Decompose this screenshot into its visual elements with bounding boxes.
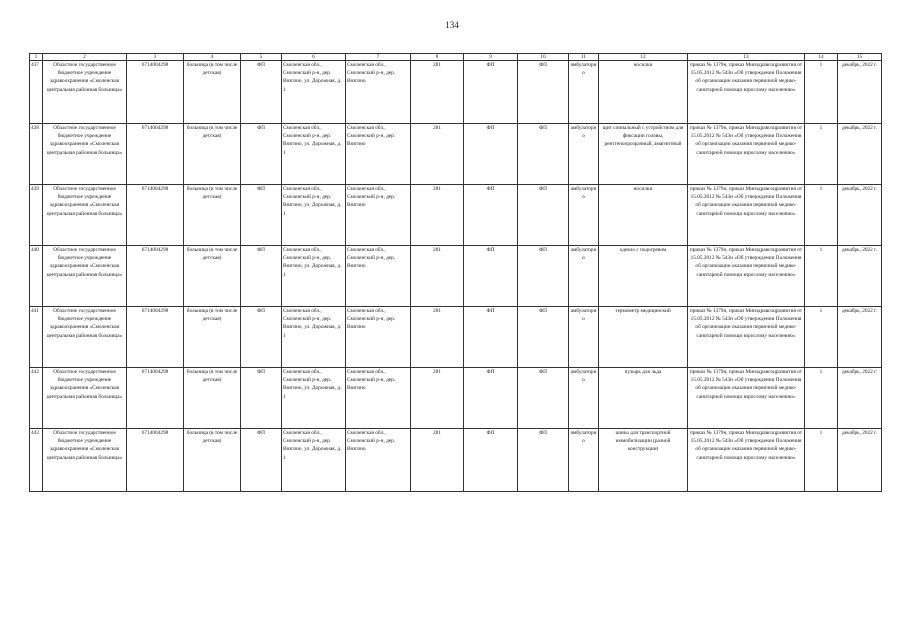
facility-type: больница (в том числе детская) [184,246,241,307]
row-number: 440 [30,246,43,307]
table-row [30,429,882,492]
column-header: 4 [184,54,241,61]
organization-name: Областное государственное бюджетное учреждение здравоохранения «Смоленская центральная районная больница» [43,185,127,246]
unit-type: ФП [241,429,282,492]
inn-code: 6714004298 [127,61,184,124]
facility-type: больница (в том числе детская) [184,368,241,429]
unit-type-2: ФП [464,429,518,492]
row-number: 437 [30,61,43,124]
inn-code: 6714004298 [127,185,184,246]
column-header: 15 [838,54,882,61]
unit-type: ФП [241,368,282,429]
row-number: 443 [30,429,43,492]
quantity: 1 [805,61,838,124]
care-form: амбулаторно [569,368,599,429]
equipment-name: носилки [599,185,688,246]
care-form: амбулаторно [569,124,599,185]
regulation-order: приказ № 1379н, приказ Минздравсоцразвития от 15.05.2012 № 543н «Об утверждении Положения об организации оказания первичной медико-санитарной помощи взрослому населению» [688,246,805,307]
organization-name: Областное государственное бюджетное учреждение здравоохранения «Смоленская центральная районная больница» [43,307,127,368]
delivery-date: декабрь, 2022 г. [838,124,882,185]
unit-type-2: ФП [464,124,518,185]
code-cell: 281 [411,246,464,307]
facility-type: больница (в том числе детская) [184,307,241,368]
unit-type-2: ФП [464,368,518,429]
quantity: 1 [805,124,838,185]
organization-name: Областное государственное бюджетное учреждение здравоохранения «Смоленская центральная районная больница» [43,368,127,429]
delivery-date: декабрь, 2022 г. [838,185,882,246]
row-number: 439 [30,185,43,246]
quantity: 1 [805,185,838,246]
facility-type: больница (в том числе детская) [184,124,241,185]
column-header: 9 [464,54,518,61]
unit-type-3: ФП [518,246,569,307]
column-header: 6 [282,54,346,61]
column-header: 13 [688,54,805,61]
care-form: амбулаторно [569,246,599,307]
code-cell: 281 [411,185,464,246]
organization-name: Областное государственное бюджетное учреждение здравоохранения «Смоленская центральная районная больница» [43,61,127,124]
table-row [30,246,882,307]
organization-name: Областное государственное бюджетное учреждение здравоохранения «Смоленская центральная районная больница» [43,246,127,307]
delivery-date: декабрь, 2022 г. [838,368,882,429]
facility-address: Смоленская обл., Смоленский р-н, дер. Вязгино, ул. Дорожная, д. 1 [282,429,346,492]
column-header: 1 [30,54,43,61]
settlement: Смоленская обл., Смоленский р-н, дер. Вязгино [346,61,411,124]
table-row [30,124,882,185]
organization-name: Областное государственное бюджетное учреждение здравоохранения «Смоленская центральная районная больница» [43,429,127,492]
quantity: 1 [805,429,838,492]
settlement: Смоленская обл., Смоленский р-н, дер. Вязгино [346,124,411,185]
equipment-name: термометр медицинский [599,307,688,368]
facility-address: Смоленская обл., Смоленский р-н, дер. Вязгино, ул. Дорожная, д. 1 [282,124,346,185]
unit-type-2: ФП [464,246,518,307]
facility-address: Смоленская обл., Смоленский р-н, дер. Вязгино, ул. Дорожная, д. 1 [282,61,346,124]
settlement: Смоленская обл., Смоленский р-н, дер. Вязгино [346,368,411,429]
unit-type-3: ФП [518,185,569,246]
inn-code: 6714004298 [127,307,184,368]
regulation-order: приказ № 1379н, приказ Минздравсоцразвития от 15.05.2012 № 543н «Об утверждении Положения об организации оказания первичной медико-санитарной помощи взрослому населению» [688,429,805,492]
code-cell: 281 [411,429,464,492]
inn-code: 6714004298 [127,429,184,492]
regulation-order: приказ № 1379н, приказ Минздравсоцразвития от 15.05.2012 № 543н «Об утверждении Положения об организации оказания первичной медико-санитарной помощи взрослому населению» [688,61,805,124]
column-header: 10 [518,54,569,61]
settlement: Смоленская обл., Смоленский р-н, дер. Вязгино [346,429,411,492]
column-header: 7 [346,54,411,61]
column-number-row [30,54,882,61]
equipment-name: носилки [599,61,688,124]
regulation-order: приказ № 1379н, приказ Минздравсоцразвития от 15.05.2012 № 543н «Об утверждении Положения об организации оказания первичной медико-санитарной помощи взрослому населению» [688,368,805,429]
table-row [30,61,882,124]
column-header: 11 [569,54,599,61]
regulation-order: приказ № 1379н, приказ Минздравсоцразвития от 15.05.2012 № 543н «Об утверждении Положения об организации оказания первичной медико-санитарной помощи взрослому населению» [688,185,805,246]
settlement: Смоленская обл., Смоленский р-н, дер. Вязгино [346,185,411,246]
unit-type-2: ФП [464,307,518,368]
unit-type-3: ФП [518,368,569,429]
row-number: 438 [30,124,43,185]
facility-type: больница (в том числе детская) [184,185,241,246]
unit-type: ФП [241,246,282,307]
facility-address: Смоленская обл., Смоленский р-н, дер. Вязгино, ул. Дорожная, д. 1 [282,185,346,246]
table-row [30,185,882,246]
care-form: амбулаторно [569,61,599,124]
facility-type: больница (в том числе детская) [184,429,241,492]
inn-code: 6714004298 [127,124,184,185]
care-form: амбулаторно [569,307,599,368]
delivery-date: декабрь, 2022 г. [838,246,882,307]
unit-type-2: ФП [464,61,518,124]
organization-name: Областное государственное бюджетное учреждение здравоохранения «Смоленская центральная районная больница» [43,124,127,185]
care-form: амбулаторно [569,429,599,492]
delivery-date: декабрь, 2022 г. [838,429,882,492]
delivery-date: декабрь, 2022 г. [838,61,882,124]
regulation-order: приказ № 1379н, приказ Минздравсоцразвития от 15.05.2012 № 543н «Об утверждении Положения об организации оказания первичной медико-санитарной помощи взрослому населению» [688,307,805,368]
column-header: 12 [599,54,688,61]
inn-code: 6714004298 [127,368,184,429]
facility-address: Смоленская обл., Смоленский р-н, дер. Вязгино, ул. Дорожная, д. 1 [282,307,346,368]
code-cell: 281 [411,124,464,185]
regulation-order: приказ № 1379н, приказ Минздравсоцразвития от 15.05.2012 № 543н «Об утверждении Положения об организации оказания первичной медико-санитарной помощи взрослому населению» [688,124,805,185]
facility-address: Смоленская обл., Смоленский р-н, дер. Вязгино, ул. Дорожная, д. 1 [282,246,346,307]
facility-type: больница (в том числе детская) [184,61,241,124]
quantity: 1 [805,368,838,429]
column-header: 2 [43,54,127,61]
row-number: 442 [30,368,43,429]
quantity: 1 [805,307,838,368]
column-header: 3 [127,54,184,61]
equipment-name: шины для транспортной иммобилизации (разной конструкции) [599,429,688,492]
unit-type-3: ФП [518,307,569,368]
quantity: 1 [805,246,838,307]
equipment-name: пузырь для льда [599,368,688,429]
code-cell: 281 [411,307,464,368]
column-header: 8 [411,54,464,61]
equipment-name: щит спинальный с устройством для фиксации головы, рентгенопрозрачный, амагнитный [599,124,688,185]
delivery-date: декабрь, 2022 г. [838,307,882,368]
unit-type-3: ФП [518,124,569,185]
column-header: 5 [241,54,282,61]
equipment-name: одеяло с подогревом [599,246,688,307]
registry-table [29,53,882,492]
care-form: амбулаторно [569,185,599,246]
facility-address: Смоленская обл., Смоленский р-н, дер. Вязгино, ул. Дорожная, д. 1 [282,368,346,429]
column-header: 14 [805,54,838,61]
code-cell: 281 [411,368,464,429]
unit-type-3: ФП [518,429,569,492]
unit-type: ФП [241,124,282,185]
settlement: Смоленская обл., Смоленский р-н, дер. Вязгино [346,246,411,307]
table-row [30,307,882,368]
code-cell: 281 [411,61,464,124]
inn-code: 6714004298 [127,246,184,307]
unit-type-2: ФП [464,185,518,246]
settlement: Смоленская обл., Смоленский р-н, дер. Вязгино [346,307,411,368]
table-row [30,368,882,429]
page-number: 134 [445,20,459,30]
unit-type: ФП [241,185,282,246]
unit-type: ФП [241,307,282,368]
unit-type-3: ФП [518,61,569,124]
row-number: 441 [30,307,43,368]
unit-type: ФП [241,61,282,124]
